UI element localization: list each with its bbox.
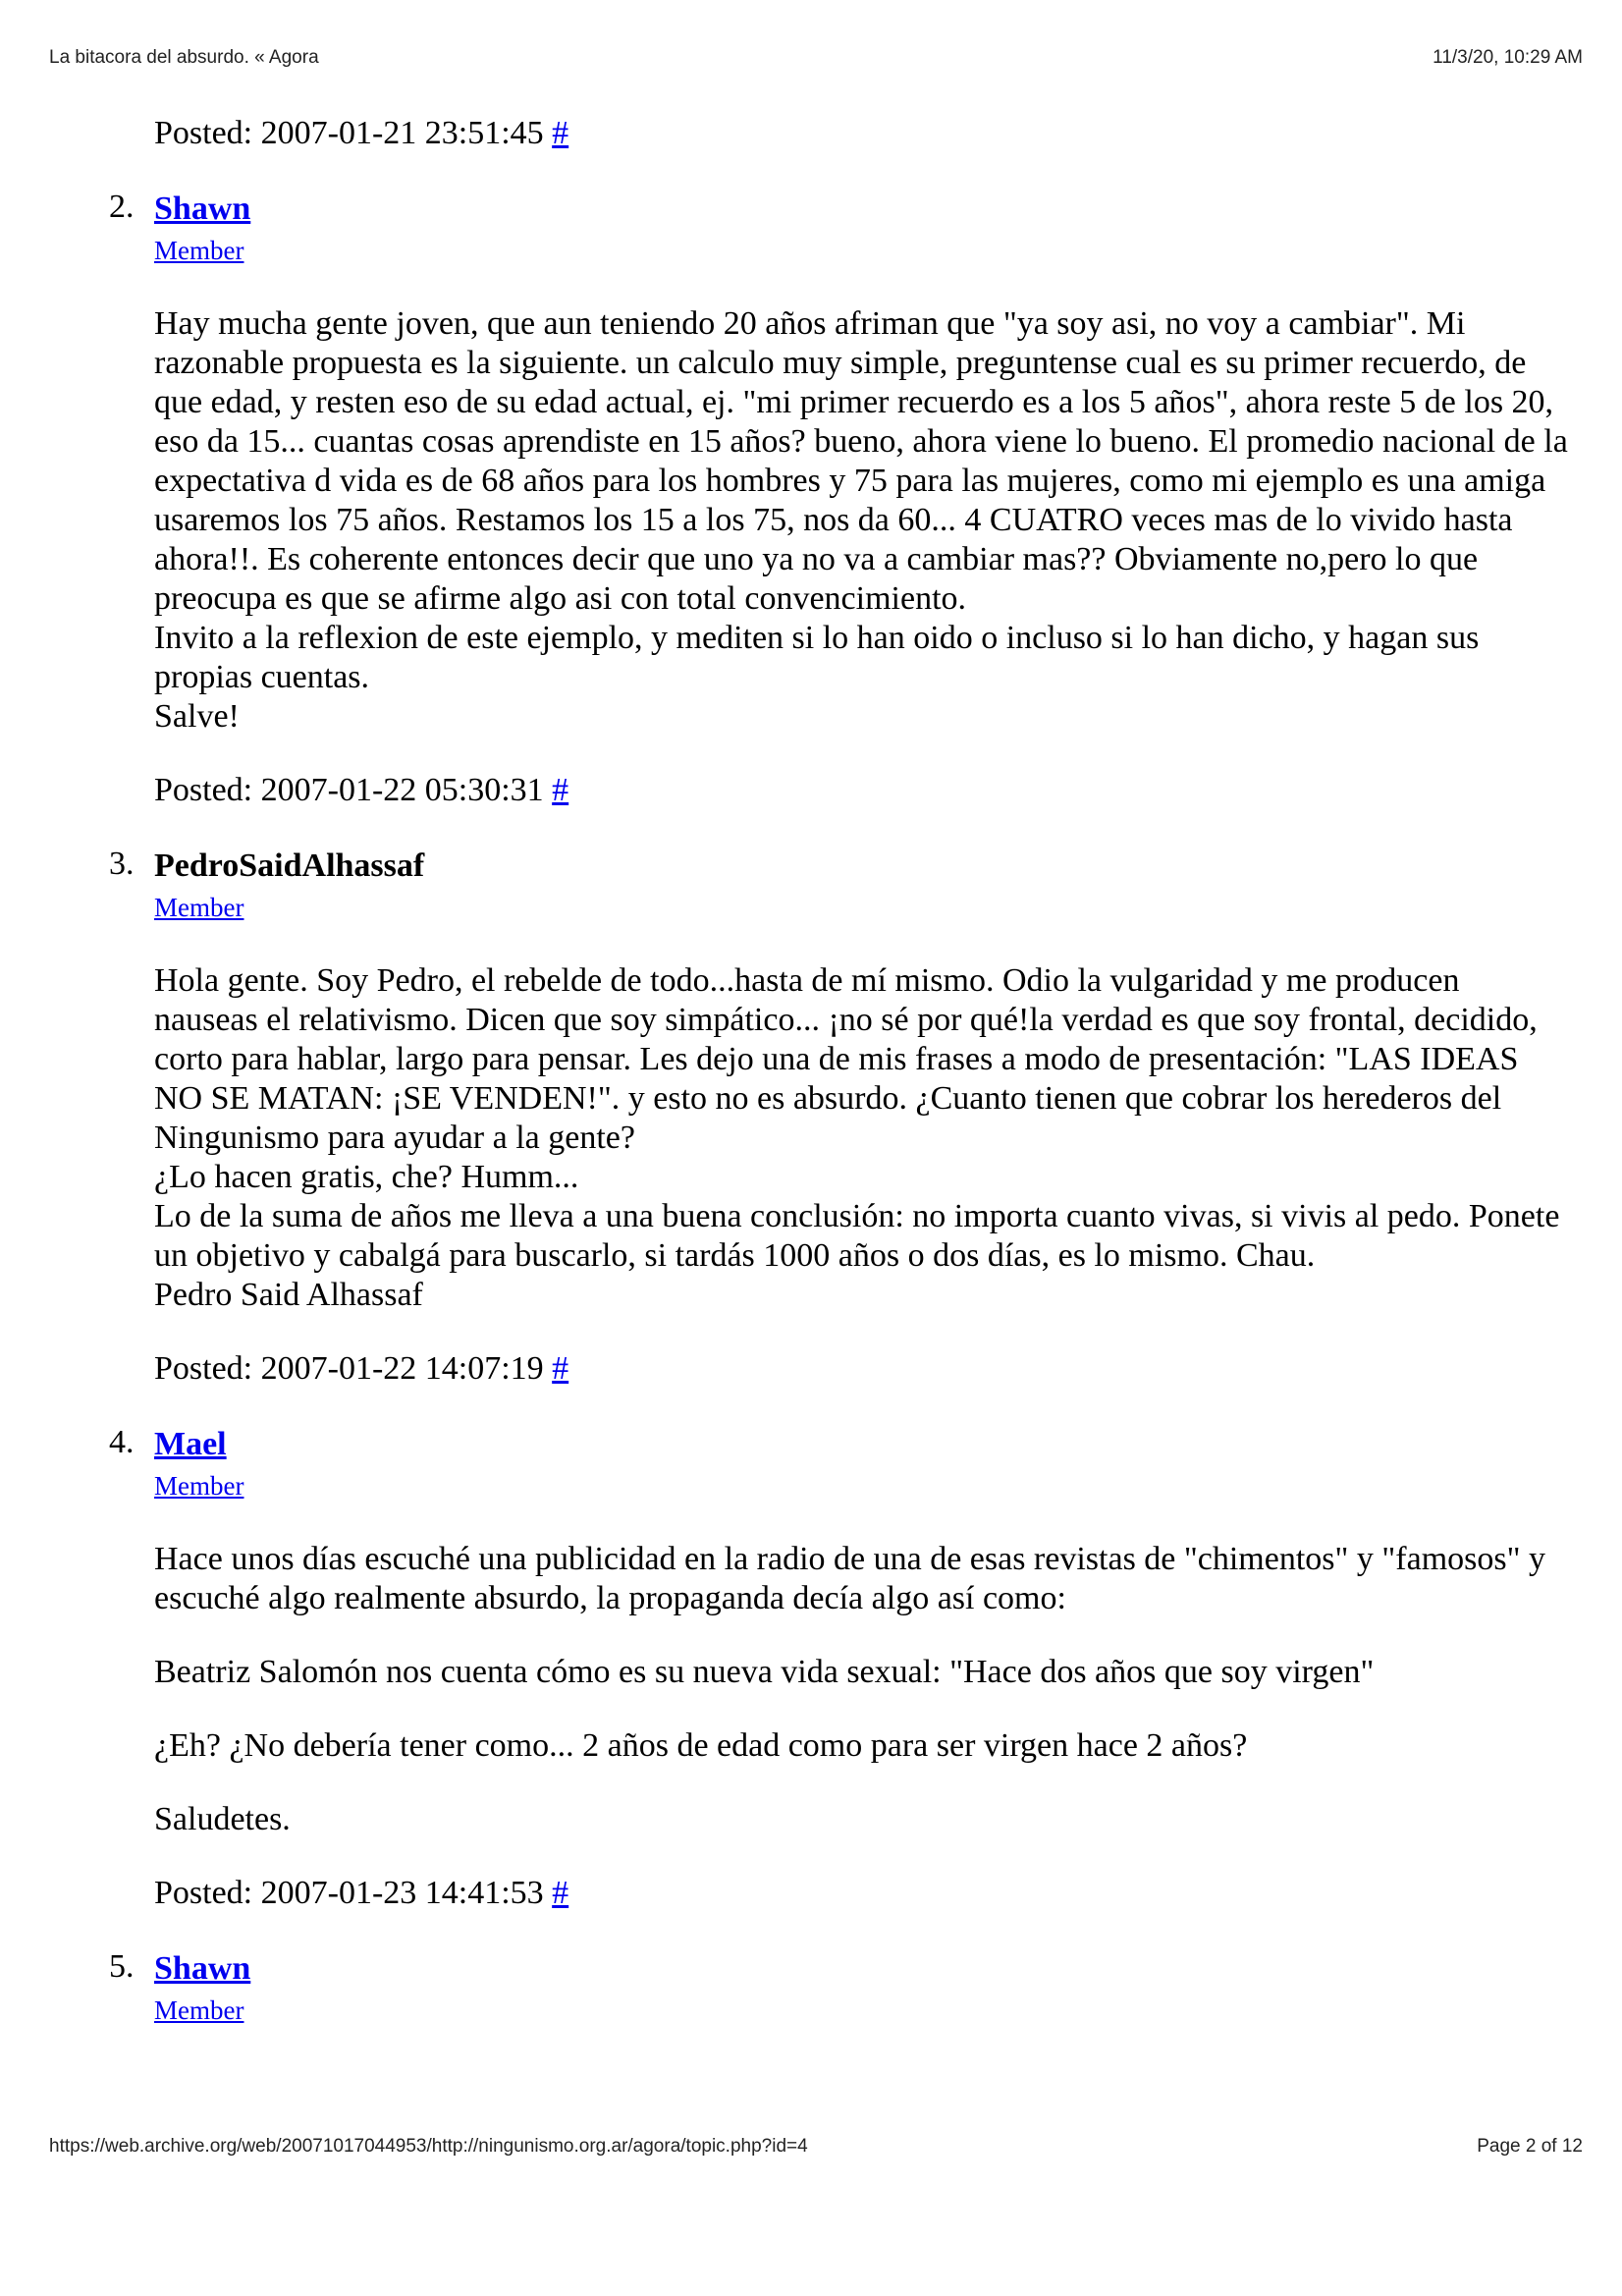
post-2-body (154, 304, 1568, 737)
post-4-posted: Posted: 2007-01-23 14:41:53 (154, 1875, 544, 1911)
print-header (49, 47, 1583, 69)
post-1-permalink[interactable]: # (552, 115, 569, 151)
post-list (109, 188, 1568, 2030)
topic-content (109, 114, 1568, 2030)
print-footer-page: Page 2 of 12 (1477, 2136, 1583, 2157)
post-number: 2. (109, 189, 135, 225)
post-2-role-link[interactable]: Member (154, 236, 244, 265)
print-header-datetime: 11/3/20, 10:29 AM (1433, 47, 1583, 68)
post-4-paragraph-4: Saludetes. (154, 1801, 291, 1837)
post-4-meta (154, 1874, 1568, 1913)
post-4-body (154, 1540, 1568, 1839)
post-1-posted: Posted: 2007-01-21 23:51:45 (154, 115, 544, 151)
post-2-paragraph: Hay mucha gente joven, que aun teniendo 20 años afriman que "ya soy asi, no voy a cambiar". Mi razonable propuesta es la siguiente. un calculo muy simple, preguntense cual es su primer recuerdo, de que edad, y resten eso de su edad actual, ej. "mi primer recuerdo es a los 5 años", ahora reste 5 de los 20, eso da 15... cuantas cosas aprendiste en 15 años? bueno, ahora viene lo bueno. El promedio nacional de la expectativa d vida es de 68 años para los hombres y 75 para las mujeres, como mi ejemplo es una amiga usaremos los 75 años. Restamos los 15 a los 75, nos da 60... 4 CUATRO veces mas de lo vivido hasta ahora!!. Es coherente entonces decir que uno ya no va a cambiar mas?? Obviamente no,pero lo que preocupa es que se afirme algo asi con total convencimiento. Invito a la reflexion de este ejemplo, y mediten si lo han oido o incluso si lo han dicho, y hagan sus propias cuentas. Salve! (154, 305, 1568, 735)
post-4-paragraph-1: Hace unos días escuché una publicidad en la radio de una de esas revistas de "chimentos" y "famosos" y escuché algo realmente absurdo, la propaganda decía algo así como: (154, 1541, 1545, 1616)
post-4-paragraph-3: ¿Eh? ¿No debería tener como... 2 años de edad como para ser virgen hace 2 años? (154, 1727, 1248, 1764)
post-2-author-link[interactable]: Shawn (154, 191, 251, 227)
post-2-permalink[interactable]: # (552, 772, 569, 808)
post-4-permalink[interactable]: # (552, 1875, 569, 1911)
post-number: 4. (109, 1424, 135, 1460)
post-4-role-link[interactable]: Member (154, 1471, 244, 1501)
post-4-paragraph-2: Beatriz Salomón nos cuenta cómo es su nueva vida sexual: "Hace dos años que soy virgen" (154, 1654, 1375, 1690)
print-footer (49, 2136, 1583, 2158)
post-5-author-link[interactable]: Shawn (154, 1950, 251, 1987)
post-number: 3. (109, 846, 135, 882)
post-3-body (154, 961, 1568, 1315)
post-item-3 (109, 845, 1568, 1389)
post-1-meta (154, 114, 1568, 153)
post-3-posted: Posted: 2007-01-22 14:07:19 (154, 1350, 544, 1387)
print-footer-url: https://web.archive.org/web/20071017044953/http://ningunismo.org.ar/agora/topic.php?id=4 (49, 2136, 808, 2157)
post-2-meta (154, 771, 1568, 810)
post-3-role-link[interactable]: Member (154, 893, 244, 922)
post-item-2 (109, 188, 1568, 810)
post-number: 5. (109, 1948, 135, 1985)
post-4-author-link[interactable]: Mael (154, 1426, 227, 1462)
post-item-4 (109, 1423, 1568, 1913)
print-header-title: La bitacora del absurdo. « Agora (49, 47, 319, 68)
post-3-paragraph: Hola gente. Soy Pedro, el rebelde de todo...hasta de mí mismo. Odio la vulgaridad y me producen nauseas el relativismo. Dicen que soy simpático... ¡no sé por qué!la verdad es que soy frontal, decidido, corto para hablar, largo para pensar. Les dejo una de mis frases a modo de presentación: "LAS IDEAS NO SE MATAN: ¡SE VENDEN!". y esto no es absurdo. ¿Cuanto tienen que cobrar los herederos del Ningunismo para ayudar a la gente? ¿Lo hacen gratis, che? Humm... Lo de la suma de años me lleva a una buena conclusión: no importa cuanto vivas, si vivis al pedo. Ponete un objetivo y cabalgá para buscarlo, si tardás 1000 años o dos días, es lo mismo. Chau. Pedro Said Alhassaf (154, 962, 1560, 1313)
post-item-5 (109, 1947, 1568, 2030)
post-3-author: PedroSaidAlhassaf (154, 847, 425, 884)
post-3-meta (154, 1349, 1568, 1389)
post-5-role-link[interactable]: Member (154, 1995, 244, 2025)
post-3-permalink[interactable]: # (552, 1350, 569, 1387)
post-2-posted: Posted: 2007-01-22 05:30:31 (154, 772, 544, 808)
